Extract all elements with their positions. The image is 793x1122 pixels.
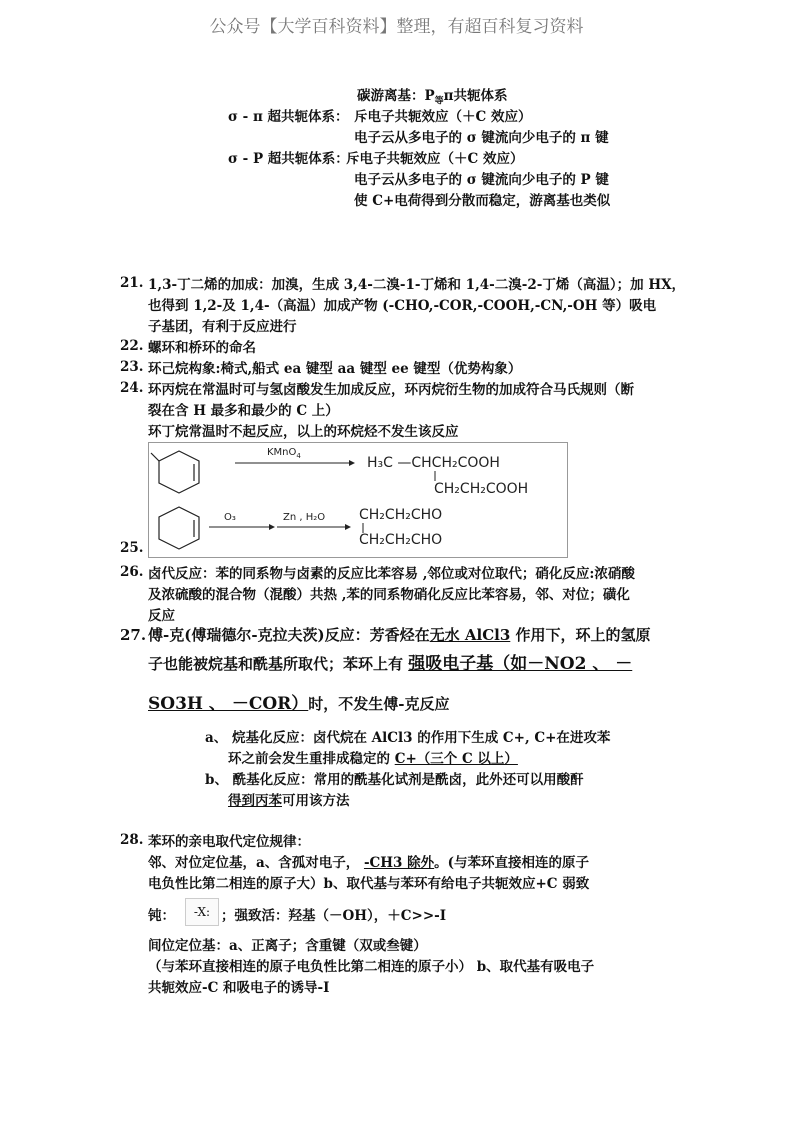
arrowhead [345, 524, 351, 530]
underlined-text: SO3H 、 －COR） [148, 694, 309, 714]
product-1-top: H₃C —CHCH₂COOH [367, 455, 500, 471]
item-27-line3 [148, 694, 450, 714]
sigma-pi-text: 斥电子共轭效应（＋C 效应） [354, 109, 532, 125]
item-number: 23. [120, 359, 144, 375]
cyclohexene-ring [159, 507, 199, 549]
kmno4-reagent: KMnO$_4$ [267, 447, 301, 460]
item-21-line2: 也得到 1,2-及 1,4-（高温）加成产物 (-CHO,-COR,-COOH,-CN,-OH 等）吸电 [148, 298, 657, 314]
sigma-pi-desc: 电子云从多电子的 σ 键流向少电子的 π 键 [354, 130, 609, 146]
item-number: 22. [120, 338, 144, 354]
underlined-text: 强吸电子基（如－NO2 、 － [408, 654, 633, 674]
arrowhead [269, 524, 275, 530]
sigma-pi-label: σ - π 超共轭体系： [228, 109, 349, 125]
methylcyclohexene-ring [159, 451, 199, 493]
item-number: 26. [120, 564, 144, 580]
text: 可用该方法 [282, 793, 350, 809]
underlined-text: -CH3 除外 [363, 855, 435, 871]
item-28-line7: 共轭效应-C 和吸电子的诱导-I [148, 980, 330, 996]
item-26-line1: 卤代反应：苯的同系物与卤素的反应比苯容易 ,邻位或对位取代；硝化反应:浓硝酸 [148, 566, 635, 582]
product-2-top: CH₂CH₂CHO [359, 507, 443, 523]
subscript: 等 [434, 96, 444, 107]
text: 碳游离基：P [357, 88, 435, 104]
underlined-text: C+（三个 C 以上） [394, 751, 518, 767]
item-24-line2: 裂在含 H 最多和最少的 C 上） [148, 403, 339, 419]
zinc-water-reagent: Zn , H₂O [283, 512, 326, 523]
item-number: 27. [120, 626, 147, 644]
arrowhead [349, 460, 355, 466]
underlined-text: 无水 AlCl3 [429, 626, 511, 644]
item-28-line4: ；强致活：羟基（－OH），＋C>>-I [221, 908, 447, 924]
item-number: 25. [120, 540, 144, 556]
text: 。(与苯环直接相连的原子 [434, 855, 590, 871]
item-28-line1: 苯环的亲电取代定位规律： [148, 834, 310, 850]
item-22: 螺环和桥环的命名 [148, 340, 256, 356]
halogen-lone-pair-icon: -X: [185, 898, 219, 926]
text: 傅-克(傅瑞德尔-克拉夫茨)反应：芳香烃在 [148, 626, 430, 644]
item-26-line2: 及浓硫酸的混合物（混酸）共热 ,苯的同系物硝化反应比苯容易，邻、对位；磺化 [148, 587, 630, 603]
sigma-p-desc2: 使 C+电荷得到分散而稳定，游离基也类似 [354, 193, 611, 209]
item-27b-line1: b、 酰基化反应：常用的酰基化试剂是酰卤，此外还可以用酸酐 [205, 772, 584, 788]
item-27a-line2 [228, 749, 518, 769]
item-27-line1 [148, 625, 651, 645]
item-23: 环己烷构象:椅式,船式 ea 键型 aa 键型 ee 键型（优势构象） [148, 361, 522, 377]
text: 邻、对位定位基，a、含孤对电子， [148, 855, 364, 871]
text: 子也能被烷基和酰基所取代；苯环上有 [148, 655, 409, 673]
text: 环之前会发生重排成稳定的 [228, 751, 395, 767]
methyl-bond [151, 453, 159, 461]
item-26-line3: 反应 [148, 608, 175, 624]
text: 作用下，环上的氢原 [510, 626, 651, 644]
underlined-text: 得到 [228, 793, 255, 809]
ozone-reagent: O₃ [224, 512, 236, 523]
sigma-p-label: σ - P 超共轭体系： [228, 151, 349, 167]
item-24-line3: 环丁烷常温时不起反应，以上的环烷烃不发生该反应 [148, 424, 459, 440]
product-2-bottom: CH₂CH₂CHO [359, 532, 443, 548]
item-28-line5: 间位定位基：a、正离子；含重键（双或叁键） [148, 938, 427, 954]
item-28-line6: （与苯环直接相连的原子电负性比第二相连的原子小） b、取代基有吸电子 [148, 959, 595, 975]
reaction-svg [149, 443, 567, 557]
item-number: 21. [120, 275, 144, 291]
product-1-bottom: CH₂CH₂COOH [434, 481, 529, 497]
sigma-p-desc: 电子云从多电子的 σ 键流向少电子的 P 键 [354, 172, 609, 188]
item-27-line2 [148, 654, 632, 674]
item-21-line3: 子基团，有利于反应进行 [148, 319, 297, 335]
item-28-weak-deactivate-label: 钝： [148, 908, 175, 924]
item-28-line3: 电负性比第二相连的原子大）b、取代基与苯环有给电子共轭效应+C 弱致 [148, 876, 590, 892]
item-27b-line2 [228, 791, 350, 811]
item-24-line1: 环丙烷在常温时可与氢卤酸发生加成反应，环丙烷衍生物的加成符合马氏规则（断 [148, 382, 634, 398]
sigma-p-text: 斥电子共轭效应（＋C 效应） [346, 151, 524, 167]
item-number: 24. [120, 380, 144, 396]
item-number: 28. [120, 832, 144, 848]
page-header: 公众号【大学百科资料】整理，有超百科复习资料 [209, 17, 584, 37]
reaction-diagram [148, 442, 568, 558]
underlined-text: 丙苯 [255, 793, 282, 809]
item-28-line2 [148, 853, 589, 873]
item-21-line1: 1,3-丁二烯的加成：加溴，生成 3,4-二溴-1-丁烯和 1,4-二溴-2-丁烯（高温）；加 HX， [148, 277, 686, 293]
item-27a-line1: a、 烷基化反应：卤代烷在 AlCl3 的作用下生成 C+, C+在进攻苯 [205, 730, 611, 746]
text: 时，不发生傅-克反应 [308, 695, 450, 713]
text: π共轭体系 [443, 88, 508, 104]
